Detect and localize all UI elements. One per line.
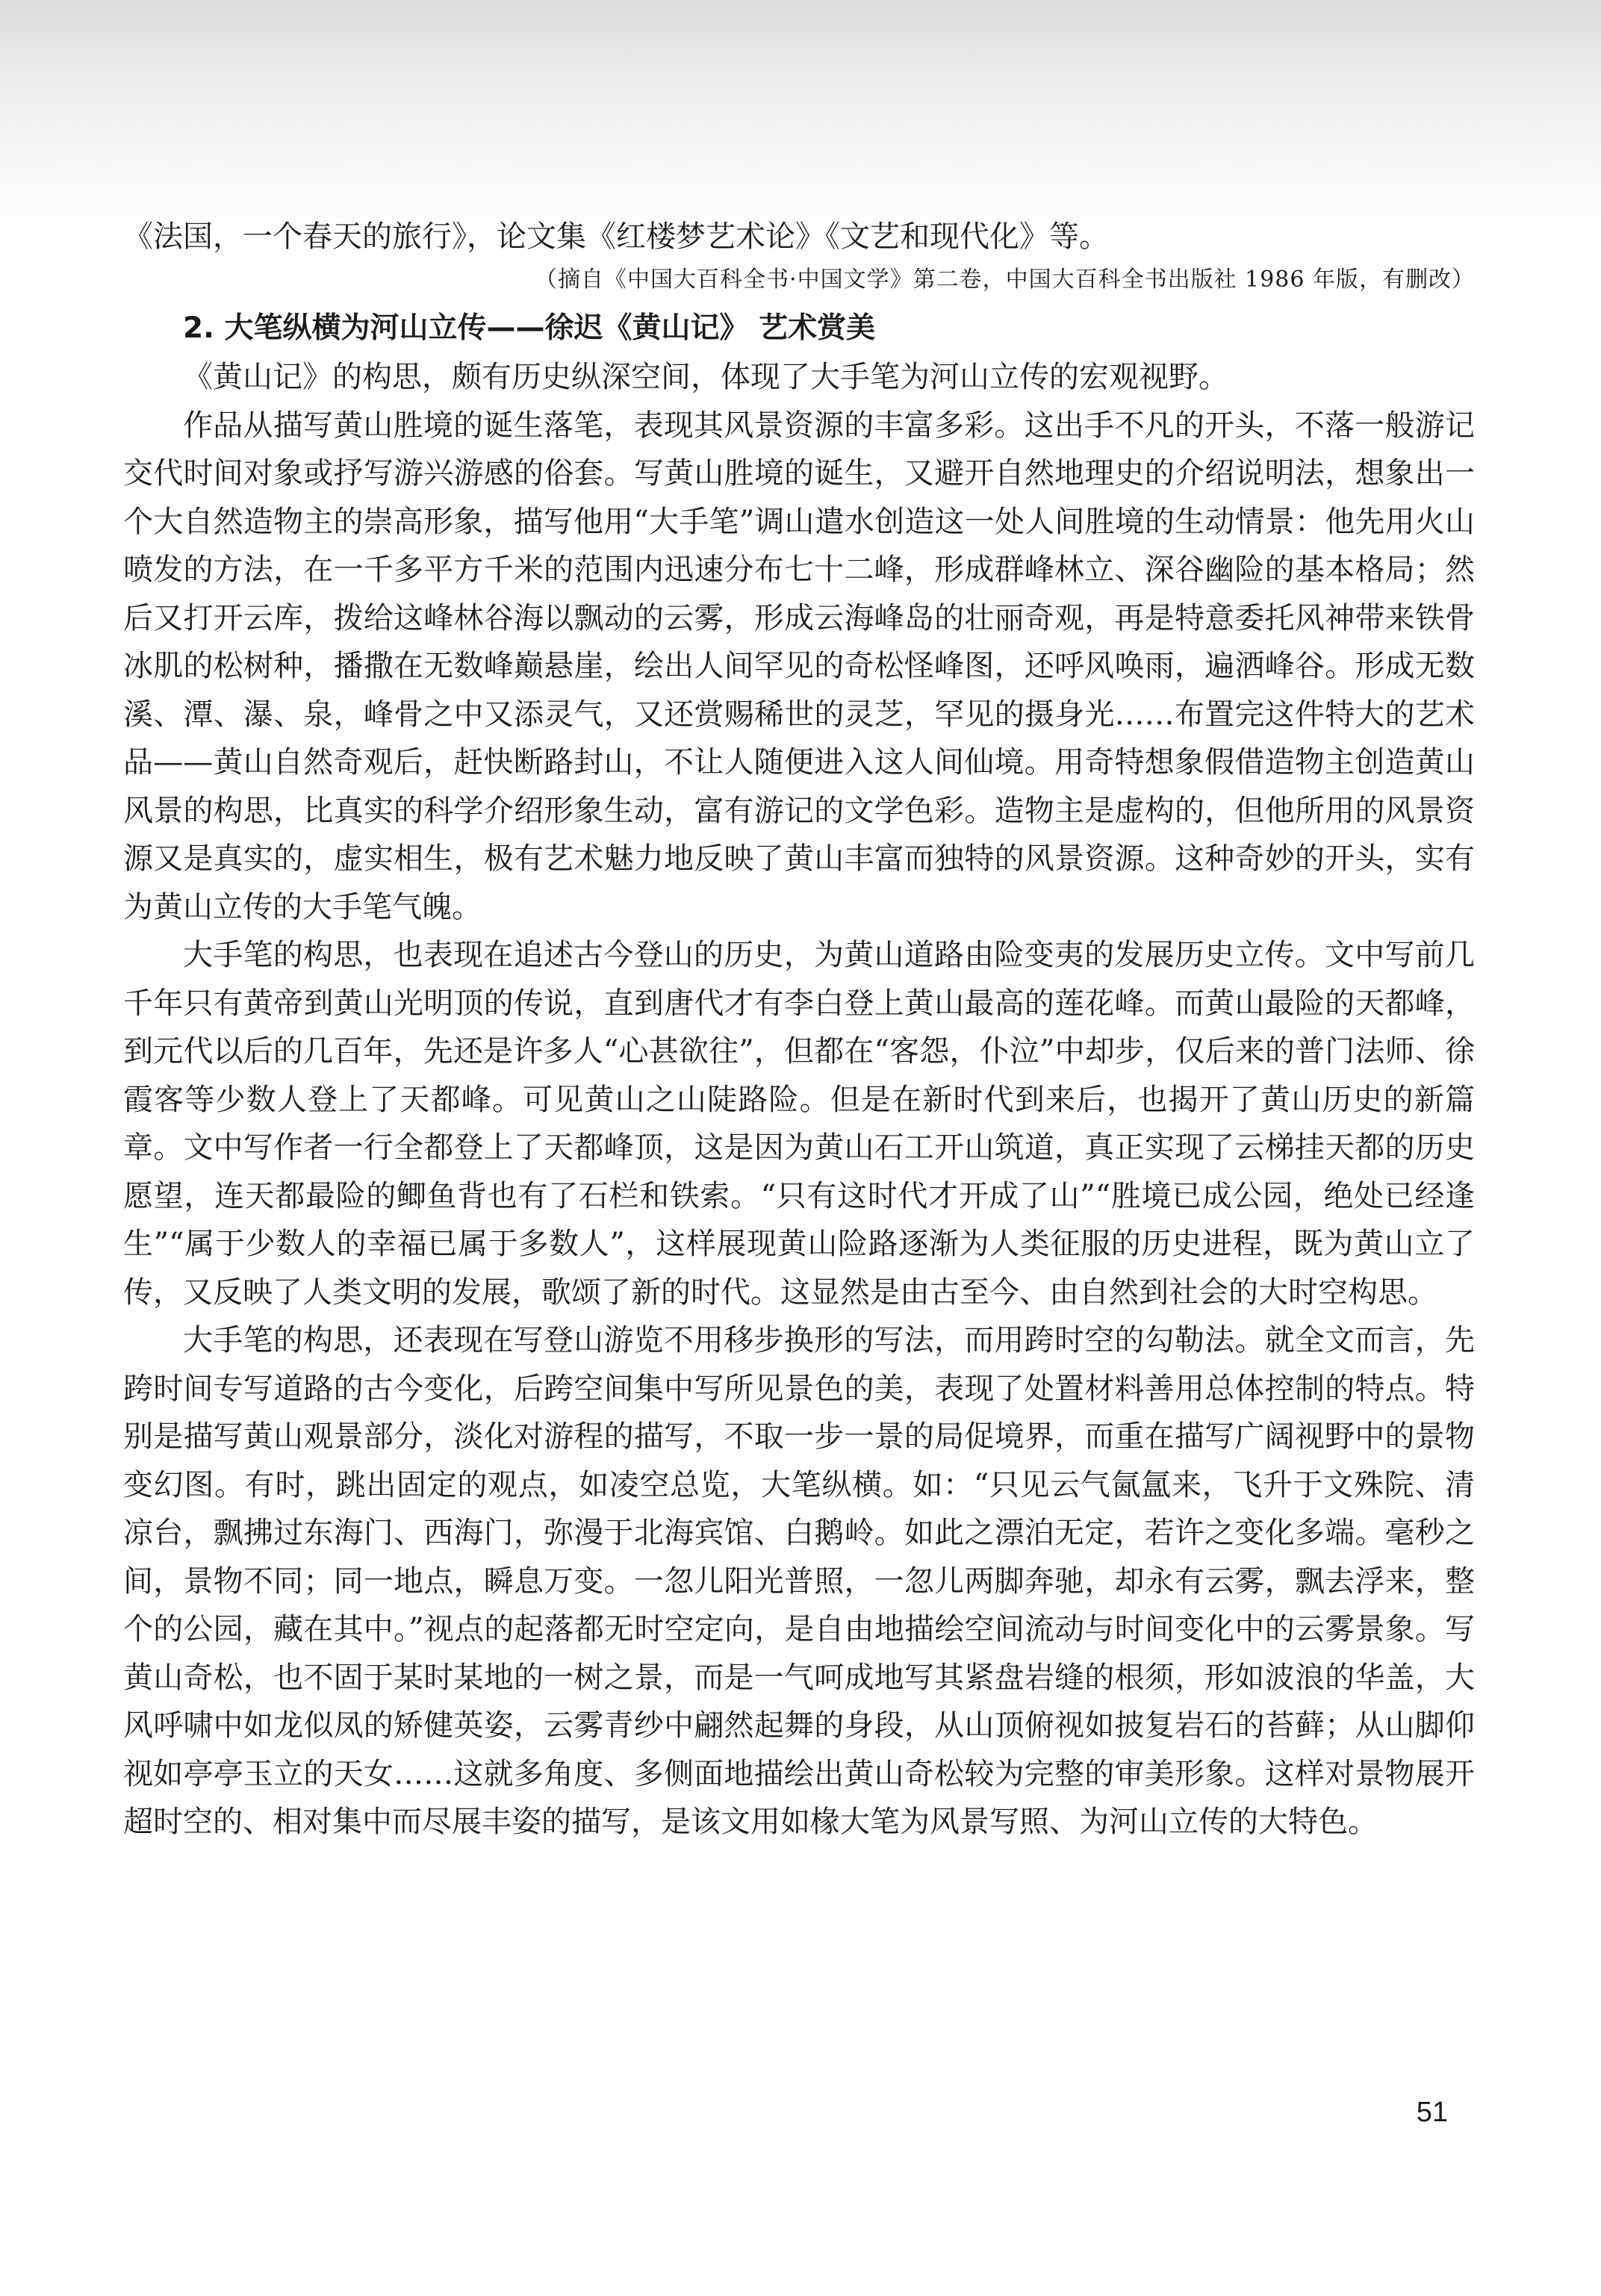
page-number: 51: [1416, 2097, 1448, 2128]
paragraph-opening-analysis: 作品从描写黄山胜境的诞生落笔，表现其风景资源的丰富多彩。这出手不凡的开头，不落一般游记交代时间对象或抒写游兴游感的俗套。写黄山胜境的诞生，又避开自然地理史的介绍说明法，想象出一个大自然造物主的崇高形象，描写他用“大手笔”调山遣水创造这一处人间胜境的生动情景：他先用火山喷发的方法，在一千多平方千米的范围内迅速分布七十二峰，形成群峰林立、深谷幽险的基本格局；然后又打开云库，拨给这峰林谷海以飘动的云雾，形成云海峰岛的壮丽奇观，再是特意委托风神带来铁骨冰肌的松树种，播撒在无数峰巅悬崖，绘出人间罕见的奇松怪峰图，还呼风唤雨，遍洒峰谷。形成无数溪、潭、瀑、泉，峰骨之中又添灵气，又还赏赐稀世的灵芝，罕见的摄身光……布置完这件特大的艺术品——黄山自然奇观后，赶快断路封山，不让人随便进入这人间仙境。用奇特想象假借造物主创造黄山风景的构思，比真实的科学介绍形象生动，富有游记的文学色彩。造物主是虚构的，但他所用的风景资源又是真实的，虚实相生，极有艺术魅力地反映了黄山丰富而独特的风景资源。这种奇妙的开头，实有为黄山立传的大手笔气魄。: [123, 408, 1475, 924]
paragraph-spacetime-analysis: 大手笔的构思，还表现在写登山游览不用移步换形的写法，而用跨时空的勾勒法。就全文而言，先跨时间专写道路的古今变化，后跨空间集中写所见景色的美，表现了处置材料善用总体控制的特点。特别是描写黄山观景部分，淡化对游程的描写，不取一步一景的局促境界，而重在描写广阔视野中的景物变幻图。有时，跳出固定的观点，如凌空总览，大笔纵横。如：“只见云气氤氲来，飞升于文殊院、清凉台，飘拂过东海门、西海门，弥漫于北海宾馆、白鹅岭。如此之漂泊无定，若许之变化多端。毫秒之间，景物不同；同一地点，瞬息万变。一忽儿阳光普照，一忽儿两脚奔驰，却永有云雾，飘去浮来，整个的公园，藏在其中。”视点的起落都无时空定向，是自由地描绘空间流动与时间变化中的云雾景象。写黄山奇松，也不固于某时某地的一树之景，而是一气呵成地写其紧盘岩缝的根须，形如波浪的华盖，大风呼啸中如龙似凤的矫健英姿，云雾青纱中翩然起舞的身段，从山顶俯视如披复岩石的苔藓；从山脚仰视如亭亭玉立的天女……这就多角度、多侧面地描绘出黄山奇松较为完整的审美形象。这样对景物展开超时空的、相对集中而尽展丰姿的描写，是该文用如椽大笔为风景写照、为河山立传的大特色。: [123, 1323, 1475, 1839]
paragraph-history-analysis: 大手笔的构思，也表现在追述古今登山的历史，为黄山道路由险变夷的发展历史立传。文中写前几千年只有黄帝到黄山光明顶的传说，直到唐代才有李白登上黄山最高的莲花峰。而黄山最险的天都峰，到元代以后的几百年，先还是许多人“心甚欲往”，但都在“客怨，仆泣”中却步，仅后来的普门法师、徐霞客等少数人登上了天都峰。可见黄山之山陡路险。但是在新时代到来后，也揭开了黄山历史的新篇章。文中写作者一行全都登上了天都峰顶，这是因为黄山石工开山筑道，真正实现了云梯挂天都的历史愿望，连天都最险的鲫鱼背也有了石栏和铁索。“只有这时代才开成了山”“胜境已成公园，绝处已经逢生”“属于少数人的幸福已属于多数人”，这样展现黄山险路逐渐为人类征服的历史进程，既为黄山立了传，又反映了人类文明的发展，歌颂了新的时代。这显然是由古至今、由自然到社会的大时空构思。: [123, 938, 1475, 1310]
paragraph-intro: 《黄山记》的构思，颇有历史纵深空间，体现了大手笔为河山立传的宏观视野。: [183, 360, 1228, 394]
source-note: （摘自《中国大百科全书·中国文学》第二卷，中国大百科全书出版社 1986 年版，有删改）: [535, 267, 1475, 293]
opening-line: 《法国，一个春天的旅行》，论文集《红楼梦艺术论》《文艺和现代化》等。: [123, 220, 1109, 254]
section-heading: 2. 大笔纵横为河山立传——徐迟《黄山记》 艺术赏美: [183, 311, 876, 345]
page-body: [123, 213, 1475, 1847]
